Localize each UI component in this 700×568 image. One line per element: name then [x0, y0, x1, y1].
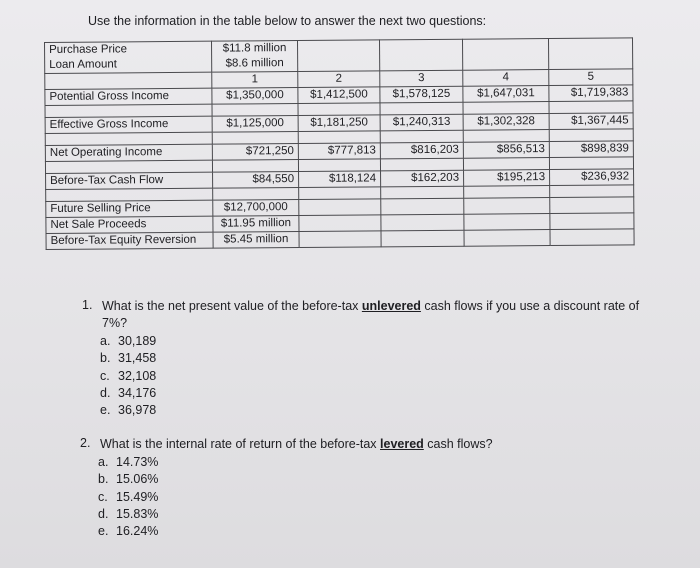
year-header: 4 — [463, 70, 549, 87]
table-cell: $1,181,250 — [298, 115, 380, 132]
answer-options — [82, 333, 642, 419]
emphasis-levered: levered — [380, 437, 424, 451]
answer-option[interactable]: d. 34,176 — [100, 385, 157, 400]
year-header: 2 — [298, 71, 380, 88]
answer-option[interactable]: b. 31,458 — [100, 351, 157, 366]
answer-option[interactable]: b. 15.06% — [98, 472, 159, 487]
year-header: 3 — [380, 70, 463, 87]
question-text: What is the net present value of the before-tax unlevered cash flows if you use a discount rate of 7%? — [102, 299, 640, 330]
table-cell: $84,550 — [213, 172, 299, 189]
table-cell: $856,513 — [463, 142, 549, 159]
table-cell: $236,932 — [550, 169, 634, 186]
table-cell: $1,125,000 — [212, 116, 298, 133]
pgi-label: Potential Gross Income — [45, 88, 212, 105]
table-cell: $898,839 — [549, 141, 633, 158]
net-sale-proceeds-value: $11.95 million — [213, 216, 299, 233]
table-cell: $1,350,000 — [212, 88, 298, 105]
answer-option[interactable]: e. 36,978 — [100, 403, 157, 418]
question-number: 2. — [80, 436, 91, 450]
purchase-price-value: $11.8 million — [222, 42, 287, 55]
answer-option[interactable]: a. 30,189 — [100, 334, 157, 348]
noi-label: Net Operating Income — [45, 144, 212, 161]
year-header: 5 — [549, 69, 633, 86]
table-cell: $1,647,031 — [463, 86, 549, 103]
financial-table — [44, 37, 635, 250]
egi-label: Effective Gross Income — [45, 116, 212, 133]
table-cell: $1,367,445 — [549, 113, 633, 130]
table-cell: $118,124 — [299, 171, 381, 188]
answer-options — [80, 454, 640, 540]
table-cell: $1,412,500 — [298, 87, 380, 104]
table-cell: $1,719,383 — [549, 85, 633, 102]
table-row — [45, 38, 633, 74]
question-text: What is the internal rate of return of the before-tax levered cash flows? — [100, 437, 493, 451]
table-cell: $777,813 — [298, 143, 380, 160]
table-cell: $1,578,125 — [380, 86, 463, 103]
answer-option[interactable]: e. 16.24% — [98, 524, 159, 539]
answer-option[interactable]: c. 32,108 — [100, 368, 157, 383]
loan-amount-label: Loan Amount — [49, 58, 118, 71]
emphasis-unlevered: unlevered — [361, 299, 421, 313]
question-2 — [80, 436, 640, 540]
answer-option[interactable]: c. 15.49% — [98, 489, 159, 504]
table-cell: $195,213 — [464, 170, 550, 187]
table-cell: $1,240,313 — [380, 114, 463, 131]
intro-text: Use the information in the table below to answer the next two questions: — [88, 14, 487, 28]
btcf-label: Before-Tax Cash Flow — [46, 172, 213, 189]
table-cell: $1,302,328 — [463, 114, 549, 131]
question-number: 1. — [82, 298, 93, 312]
answer-option[interactable]: d. 15.83% — [98, 506, 159, 521]
purchase-price-label: Purchase Price — [49, 43, 128, 56]
year-header: 1 — [212, 72, 298, 89]
table-cell: $162,203 — [381, 170, 464, 187]
table-cell: $816,203 — [380, 142, 463, 159]
loan-amount-value: $8.6 million — [225, 57, 284, 70]
table-cell: $721,250 — [212, 144, 298, 161]
net-sale-proceeds-label: Net Sale Proceeds — [46, 216, 213, 233]
future-selling-price-value: $12,700,000 — [213, 200, 299, 217]
answer-option[interactable]: a. 14.73% — [98, 455, 159, 469]
equity-reversion-value: $5.45 million — [213, 232, 299, 249]
equity-reversion-label: Before-Tax Equity Reversion — [46, 232, 213, 249]
future-selling-price-label: Future Selling Price — [46, 200, 213, 217]
question-1 — [82, 298, 642, 419]
